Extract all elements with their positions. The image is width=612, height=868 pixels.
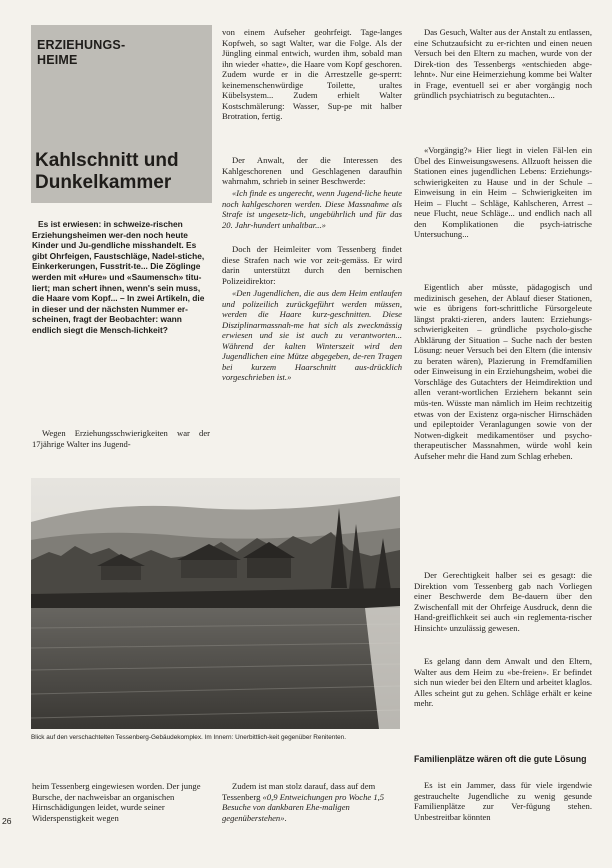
body-col2-paragraph-3: Doch der Heimleiter vom Tessenberg findet diese Strafen nach wie vor zeit-gemäss. Er wird darin unterstützt durch den bernischen Polizeidirektor: <box>222 244 402 286</box>
photo-tessenberg <box>31 478 400 729</box>
body-col2-paragraph-2: Der Anwalt, der die Interessen des Kahlgeschorenen und Geschlagenen daraufhin wahrnahm, schrieb in seiner Beschwerde: <box>222 155 402 187</box>
body-col2-quote-1: «Ich finde es ungerecht, wenn Jugend-liche heute noch kahlgeschoren werden. Diese Massnahme als Strafe ist ungesetz-lich, ungebührlich und für das 20. Jahr-hundert unhaltbar...» <box>222 188 402 230</box>
kicker: ERZIEHUNGS- HEIME <box>37 38 126 67</box>
body-col2-quote-2: «Den Jugendlichen, die aus dem Heim entlaufen und polizeilich zurückgeführt werden müssen, werden die Haare kurz-geschnitten. Diese Disziplinarmassnah-me hat sich als zweckmässig erwiesen und sie ist auch zu verantworten... Während der kalten Winterszeit wird den Jugendlichen eine Mütze abgegeben, de-ren Tragen bei kurzem Haarschnitt aus-drücklich vorgeschrieben ist.» <box>222 288 402 383</box>
body-below-photo-right-c: . <box>284 812 287 823</box>
body-col3-paragraph-6: Es ist ein Jammer, dass für viele irgendwie gestrauchelte Jugendliche zu wenig gesunde Familienplätze zur Ver-fügung stehen. Unbestreitbar könnten <box>414 780 592 822</box>
body-col3-paragraph-3: Eigentlich aber müsste, pädagogisch und medizinisch gesehen, der Ablauf dieser Stationen, wie es übrigens fort-schrittliche Fürsorgeleute längst prakti-zieren, anders lauten: Erziehungs-schwierigkeiten – gründliche psycholo-gische Abklärung der Situation – Suche nach der besten Lösung: neuer Versuch bei den Eltern (die intensiv zu beraten wären), Plazierung in Fremdfamilien oder Einweisung in ein Erziehungsheim, wobei die Vorschläge des Gutachters der Heimdirektion und allen verant-wortlichen Erziehern bekannt sein müs-ten. Wüsste man nämlich im Heim rechtzeitig etwas von der Existenz orga-nischer Hirnschäden und epileptoider Veranlagungen sowie von der Notwen-digkeit medikamentöser und psycho-therapeutischer Massnahmen, würde wohl kein Aufseher mehr die Hand zum Schlag erheben. <box>414 282 592 461</box>
photo-landscape-illustration <box>31 478 400 729</box>
body-col3-paragraph-1: Das Gesuch, Walter aus der Anstalt zu entlassen, eine Schutzaufsicht zu er-richten und einen neuen Versuch bei den Eltern zu machen, wurde von der Direk-tion des Tessenbergs «entschieden abge-lehnt». Nur eine Heimerziehung komme bei Walter in Frage, eventuell sei er aber vorgängig noch gründlich psychiatrisch zu begutachten... <box>414 27 592 101</box>
body-below-photo-right-a: Zudem ist man stolz darauf, dass auf dem Tessenberg <box>222 781 376 802</box>
headline: Kahlschnitt und Dunkelkammer <box>35 150 179 193</box>
lead-paragraph: Es ist erwiesen: in schweize-rischen Erziehungsheimen wer-den noch heute Kinder und Ju-gendliche misshandelt. Es gibt Ohrfeigen, Faustschläge, Nadel-stiche, Einkerkerungen, Fusstrit-te... Die Zöglinge werden mit «Hure» und «Saumensch» titu-liert; man schert ihnen, wenn's sein muss, die Haare vom Kopf... – In zwei Artikeln, die in dieser und der nächsten Nummer er-scheinen, fragt der Beobachter: wann endlich siegt die Mensch-lichkeit? <box>32 219 205 335</box>
body-col3-paragraph-5: Es gelang dann dem Anwalt und den Eltern, Walter aus dem Heim zu «be-freien». Er befindet sich nun wieder bei den Eltern und arbeitet klaglos. Alles scheint gut zu gehen. Schläge erhält er keine mehr. <box>414 656 592 709</box>
body-below-photo-right-quote: «0,9 Entweichungen pro Woche 1,5 Besuche von dankbaren Ehe-maligen gegenüberstehen» <box>222 791 385 823</box>
body-col2-paragraph-1: von einem Aufseher geohrfeigt. Tage-langes Kopfweh, so sagt Walter, war die Folge. Als der Jüngling einmal entwich, wurden ihm, sobald man ihn wieder «hatte», die Haare vom Kopf geschoren. Zudem wurde er in die Arrestzelle ge-sperrt: keinemenschenwürdige Toilette, uraltes Kübelsystem... Zudem erhielt Walter Kostschmälerung: Wasser, Sup-pe mit halber Brotration, fertig. <box>222 27 402 122</box>
body-col1-paragraph: Wegen Erziehungsschwierigkeiten war der 17jährige Walter ins Jugend- <box>32 428 210 449</box>
page-number: 26 <box>2 816 12 826</box>
photo-caption: Blick auf den verschachtelten Tessenberg-Gebäudekomplex. Im Innern: Unerbittlich-keit gegenüber Renitenten. <box>31 734 346 741</box>
body-below-photo-right <box>222 781 402 823</box>
body-below-photo-left: heim Tessenberg eingewiesen worden. Der junge Bursche, der nachweisbar an organischen Hirnschädigungen leidet, wurde seiner Widerspenstigkeit wegen <box>32 781 201 823</box>
body-col3-paragraph-4: Der Gerechtigkeit halber sei es gesagt: die Direktion vom Tessenberg gab nach Vorliegen einer Beschwerde dem Be-dauern über den Zwischenfall mit der Ohrfeige Ausdruck, denn die Hand-greiflichkeit sei auch «in reglementa-rischer Hinsicht» unzulässig gewesen. <box>414 570 592 633</box>
subheading: Familienplätze wären oft die gute Lösung <box>414 754 587 764</box>
body-col3-paragraph-2: «Vorgängig?» Hier liegt in vielen Fäl-len ein Übel des Einweisungswesens. Allzuoft heissen die Stationen eines jugendlichen Lebens: Erziehungs-schwierigkeiten zu Hause und in der Schule – Einweisung in ein Heim – Schwierigkeiten im Heim – Flucht – Schläge, Kahlscheren, Arrest – neue Flucht, neue Schläge... und endlich nach all den Komplikationen die psych-iatrische Untersuchung... <box>414 145 592 240</box>
